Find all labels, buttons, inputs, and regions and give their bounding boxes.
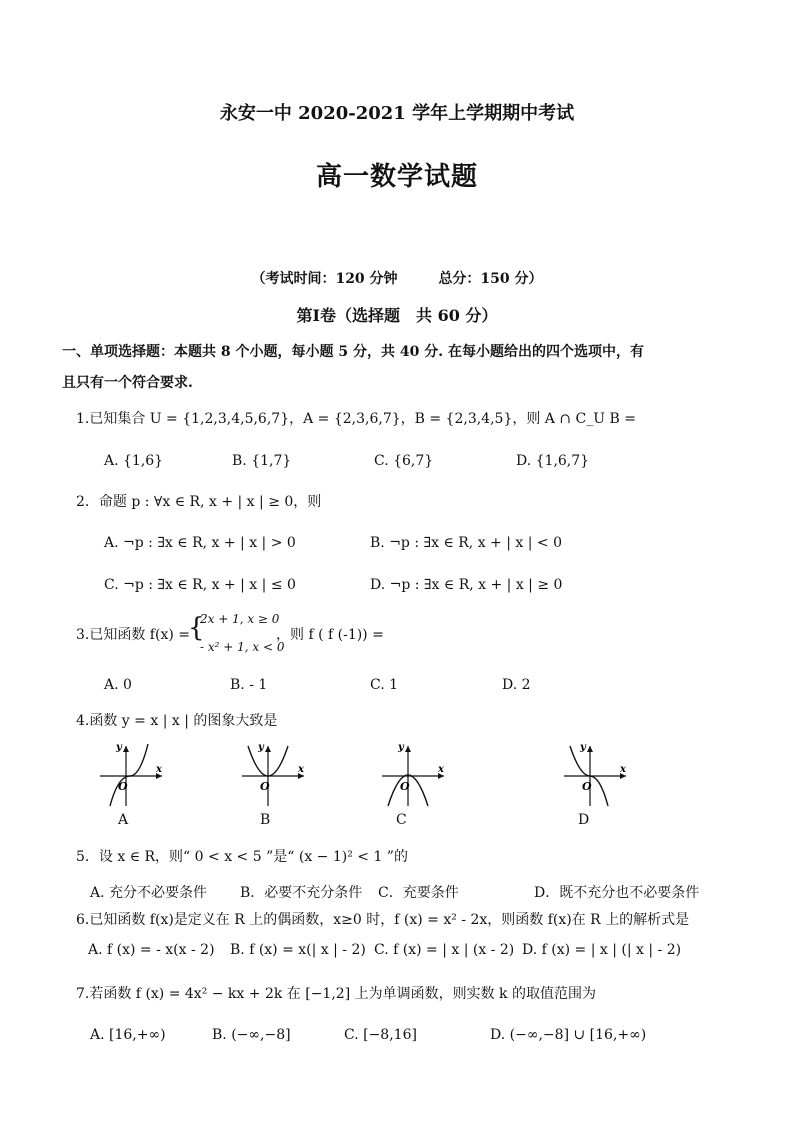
graph-d-x-label: x (620, 764, 626, 775)
graph-a-y-label: y (116, 742, 122, 753)
question-3-stem-suffix: ，则 f ( f (-1)) = (276, 627, 384, 643)
question-2-option-c: C. ¬p : ∃x ∈ R, x + | x | ≤ 0 (104, 577, 296, 593)
graph-a-origin-label: O (118, 780, 128, 793)
question-3-stem-prefix: 3.已知函数 f(x) = (76, 627, 190, 643)
graph-a-label: A (118, 812, 129, 828)
graph-d-y-label: y (580, 742, 586, 753)
question-6-option-b: B. f (x) = x(| x | - 2) (230, 942, 366, 958)
piecewise-brace: { (188, 613, 205, 643)
question-3-case-1: 2x + 1, x ≥ 0 (200, 612, 280, 626)
volume-title: 第Ⅰ卷（选择题 共 60 分） (296, 306, 498, 325)
graph-a (96, 740, 168, 810)
question-5-option-a: A. 充分不必要条件 (90, 885, 208, 901)
graph-c (378, 740, 450, 810)
question-3-option-d: D. 2 (502, 677, 531, 693)
question-7-option-a: A. [16,+∞) (90, 1027, 166, 1043)
graph-a-x-label: x (156, 764, 162, 775)
question-6-option-a: A. f (x) = - x(x - 2) (88, 942, 215, 958)
score-info: 总分：150 分） (438, 271, 543, 287)
graph-b-label: B (260, 812, 271, 828)
question-3-option-c: C. 1 (370, 677, 399, 693)
graph-c-origin-label: O (400, 780, 410, 793)
question-7-option-b: B. (−∞,−8] (212, 1027, 291, 1043)
question-2-option-a: A. ¬p : ∃x ∈ R, x + | x | > 0 (104, 535, 296, 551)
question-1-stem: 1.已知集合 U = {1,2,3,4,5,6,7}，A = {2,3,6,7}，B = {2,3,4,5}，则 A ∩ C_U B = (76, 411, 636, 427)
question-3-option-a: A. 0 (104, 677, 132, 693)
section-heading-line2: 且只有一个符合要求. (62, 375, 193, 391)
graph-c-label: C (396, 812, 407, 828)
graph-b-x-label: x (298, 764, 304, 775)
graph-c-y-label: y (398, 742, 404, 753)
question-1-option-b: B. {1,7} (232, 453, 292, 469)
question-5-option-d: D．既不充分也不必要条件 (534, 885, 700, 901)
question-6-option-c: C. f (x) = | x | (x - 2) (374, 942, 515, 958)
question-1-option-d: D. {1,6,7} (516, 453, 590, 469)
graph-b-origin-label: O (260, 780, 270, 793)
question-7-stem: 7.若函数 f (x) = 4x² − kx + 2k 在 [−1,2] 上为单调函数，则实数 k 的取值范围为 (76, 986, 596, 1002)
question-1-option-c: C. {6,7} (374, 453, 434, 469)
question-2-option-d: D. ¬p : ∃x ∈ R, x + | x | ≥ 0 (370, 577, 563, 593)
question-5-option-b: B．必要不充分条件 (240, 885, 363, 901)
question-6-option-d: D. f (x) = | x | (| x | - 2) (522, 942, 682, 958)
school-exam-title: 永安一中 2020-2021 学年上学期期中考试 (219, 103, 575, 124)
graph-d-origin-label: O (582, 780, 592, 793)
question-4-stem: 4.函数 y = x | x | 的图象大致是 (76, 713, 278, 729)
question-3-option-b: B. - 1 (230, 677, 268, 693)
graph-c-x-label: x (438, 764, 444, 775)
graph-b (238, 740, 310, 810)
question-2-option-b: B. ¬p : ∃x ∈ R, x + | x | < 0 (370, 535, 562, 551)
question-7-option-c: C. [−8,16] (344, 1027, 417, 1043)
graph-b-y-label: y (258, 742, 264, 753)
exam-info (0, 270, 794, 288)
section-heading-line1: 一、单项选择题：本题共 8 个小题，每小题 5 分，共 40 分. 在每小题给出的四个选项中，有 (62, 344, 644, 360)
question-7-option-d: D. (−∞,−8] ∪ [16,+∞) (490, 1027, 647, 1043)
question-5-stem: 5．设 x ∈ R，则“ 0 < x < 5 ”是“ (x − 1)² < 1 ”的 (76, 849, 408, 865)
question-3-case-2: - x² + 1, x < 0 (200, 640, 285, 654)
graph-d-label: D (578, 812, 590, 828)
subject-title: 高一数学试题 (315, 162, 478, 192)
question-2-stem: 2．命题 p : ∀x ∈ R, x + | x | ≥ 0，则 (76, 494, 322, 510)
question-6-stem: 6.已知函数 f(x)是定义在 R 上的偶函数，x≥0 时，f (x) = x² - 2x，则函数 f(x)在 R 上的解析式是 (76, 912, 690, 928)
time-info: （考试时间：120 分钟 (251, 271, 398, 287)
graph-d (560, 740, 632, 810)
question-5-option-c: C．充要条件 (378, 885, 459, 901)
question-1-option-a: A. {1,6} (104, 453, 164, 469)
